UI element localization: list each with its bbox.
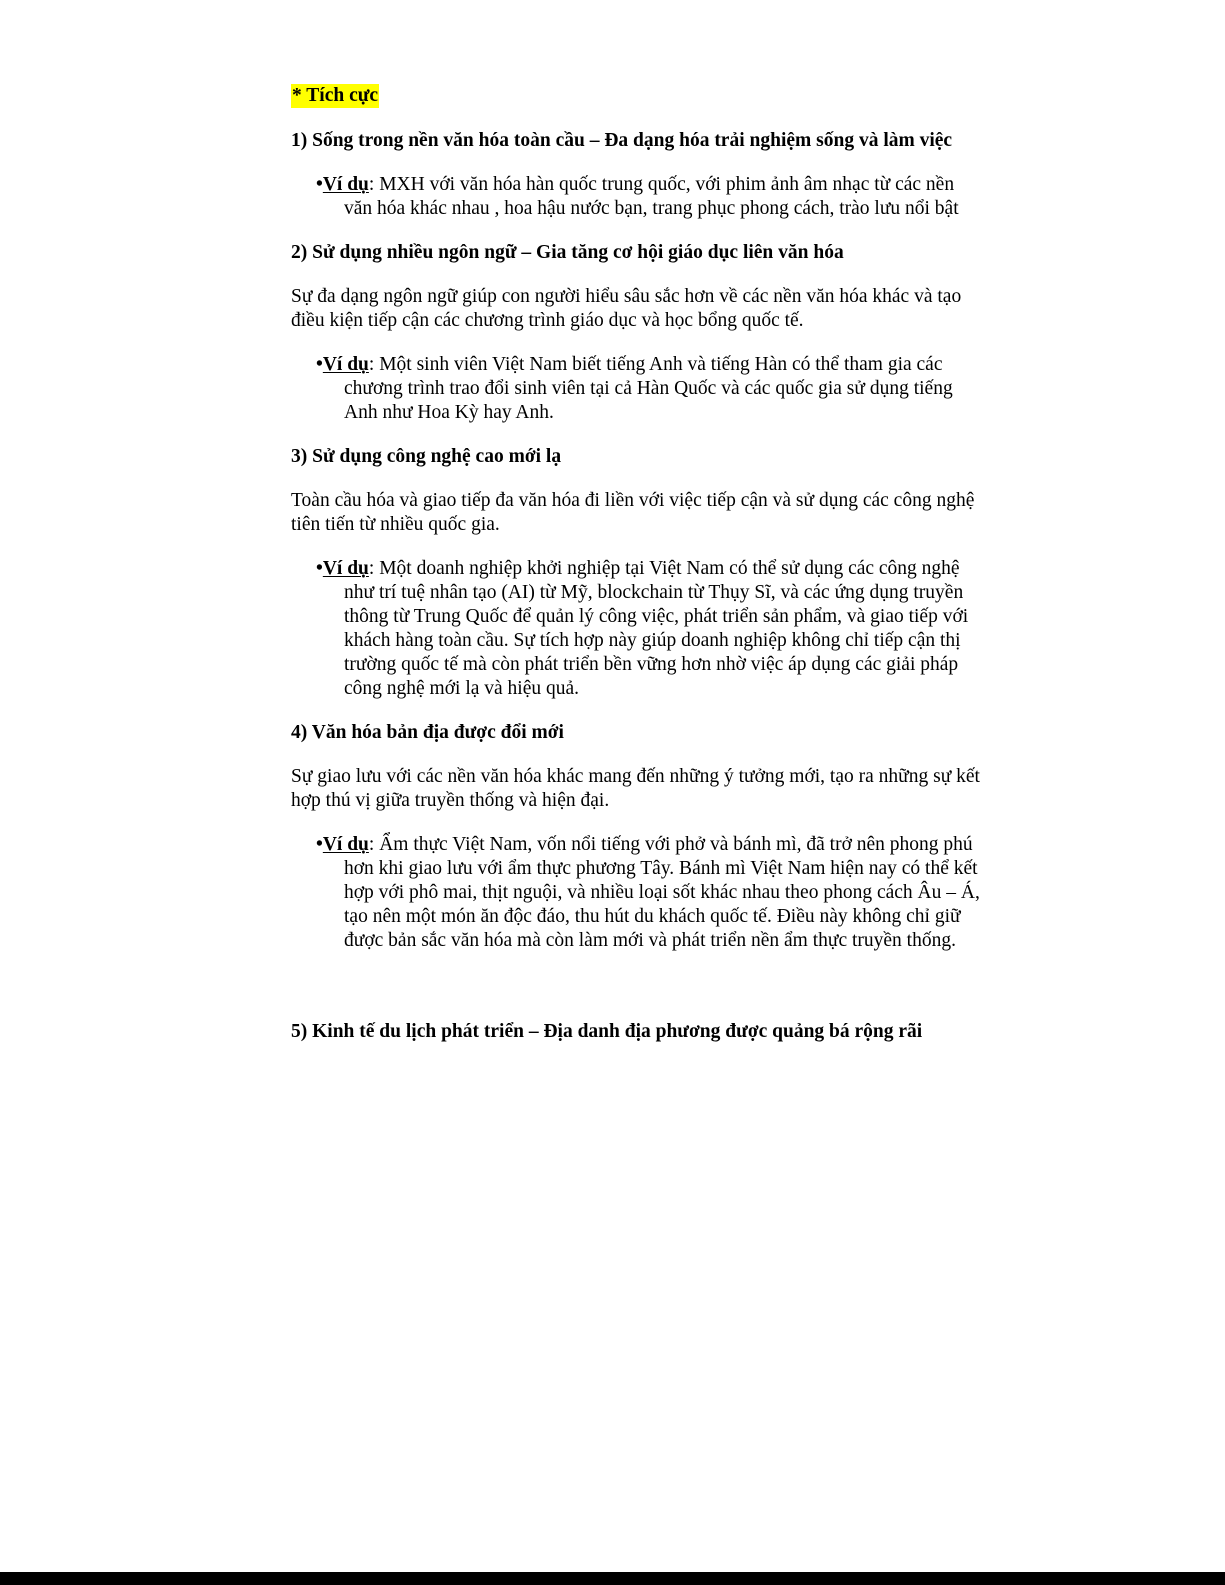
- bullet-icon: •: [316, 834, 323, 855]
- example-text: : Một sinh viên Việt Nam biết tiếng Anh và tiếng Hàn có thể tham gia các chương trình trao đổi sinh viên tại cả Hàn Quốc và các quốc gia sử dụng tiếng Anh như Hoa Kỳ hay Anh.: [344, 354, 953, 423]
- example-lead: Ví dụ: [322, 834, 369, 855]
- paragraph-2: Sự đa dạng ngôn ngữ giúp con người hiểu sâu sắc hơn về các nền văn hóa khác và tạo điều kiện tiếp cận các chương trình giáo dục và học bổng quốc tế.: [291, 286, 962, 331]
- heading-5: 5) Kinh tế du lịch phát triển – Địa danh địa phương được quảng bá rộng rãi: [291, 1021, 923, 1042]
- example-lead: Ví dụ: [322, 558, 369, 579]
- example-lead: Ví dụ: [322, 174, 369, 195]
- example-lead: Ví dụ: [322, 354, 369, 375]
- example-text: : Ẩm thực Việt Nam, vốn nổi tiếng với phở và bánh mì, đã trở nên phong phú hơn khi giao lưu với ẩm thực phương Tây. Bánh mì Việt Nam hiện nay có thể kết hợp với phô mai, thịt nguội, và nhiều loại sốt khác nhau theo phong cách Âu – Á, tạo nên một món ăn độc đáo, thu hút du khách quốc tế. Điều này không chỉ giữ được bản sắc văn hóa mà còn làm mới và phát triển nền ẩm thực truyền thống.: [344, 834, 980, 951]
- bullet-icon: •: [316, 558, 323, 579]
- example-1: [316, 173, 981, 221]
- bullet-icon: •: [316, 354, 323, 375]
- example-text: : Một doanh nghiệp khởi nghiệp tại Việt Nam có thể sử dụng các công nghệ như trí tuệ nhân tạo (AI) từ Mỹ, blockchain từ Thụy Sĩ, và các ứng dụng truyền thông từ Trung Quốc để quản lý công việc, phát triển sản phẩm, và giao tiếp với khách hàng toàn cầu. Sự tích hợp này giúp doanh nghiệp không chỉ tiếp cận thị trường quốc tế mà còn phát triển bền vững hơn nhờ việc áp dụng các giải pháp công nghệ mới lạ và hiệu quả.: [344, 558, 969, 699]
- example-3: [316, 557, 981, 701]
- document-body: [291, 84, 981, 1044]
- paragraph-3: Toàn cầu hóa và giao tiếp đa văn hóa đi liền với việc tiếp cận và sử dụng các công nghệ tiên tiến từ nhiều quốc gia.: [291, 490, 975, 535]
- paragraph-4: Sự giao lưu với các nền văn hóa khác mang đến những ý tưởng mới, tạo ra những sự kết hợp thú vị giữa truyền thống và hiện đại.: [291, 766, 980, 811]
- heading-3: 3) Sử dụng công nghệ cao mới lạ: [291, 446, 562, 467]
- example-2: [316, 353, 981, 425]
- bullet-icon: •: [316, 174, 323, 195]
- heading-4: 4) Văn hóa bản địa được đổi mới: [291, 722, 564, 743]
- example-4: [316, 833, 981, 953]
- section-title: * Tích cực: [292, 85, 379, 106]
- page-bottom-border: [0, 1572, 1225, 1585]
- heading-1: 1) Sống trong nền văn hóa toàn cầu – Đa dạng hóa trải nghiệm sống và làm việc: [291, 130, 953, 151]
- heading-2: 2) Sử dụng nhiều ngôn ngữ – Gia tăng cơ hội giáo dục liên văn hóa: [291, 242, 844, 263]
- example-text: : MXH với văn hóa hàn quốc trung quốc, với phim ảnh âm nhạc từ các nền văn hóa khác nhau , hoa hậu nước bạn, trang phục phong cách, trào lưu nổi bật: [344, 174, 959, 219]
